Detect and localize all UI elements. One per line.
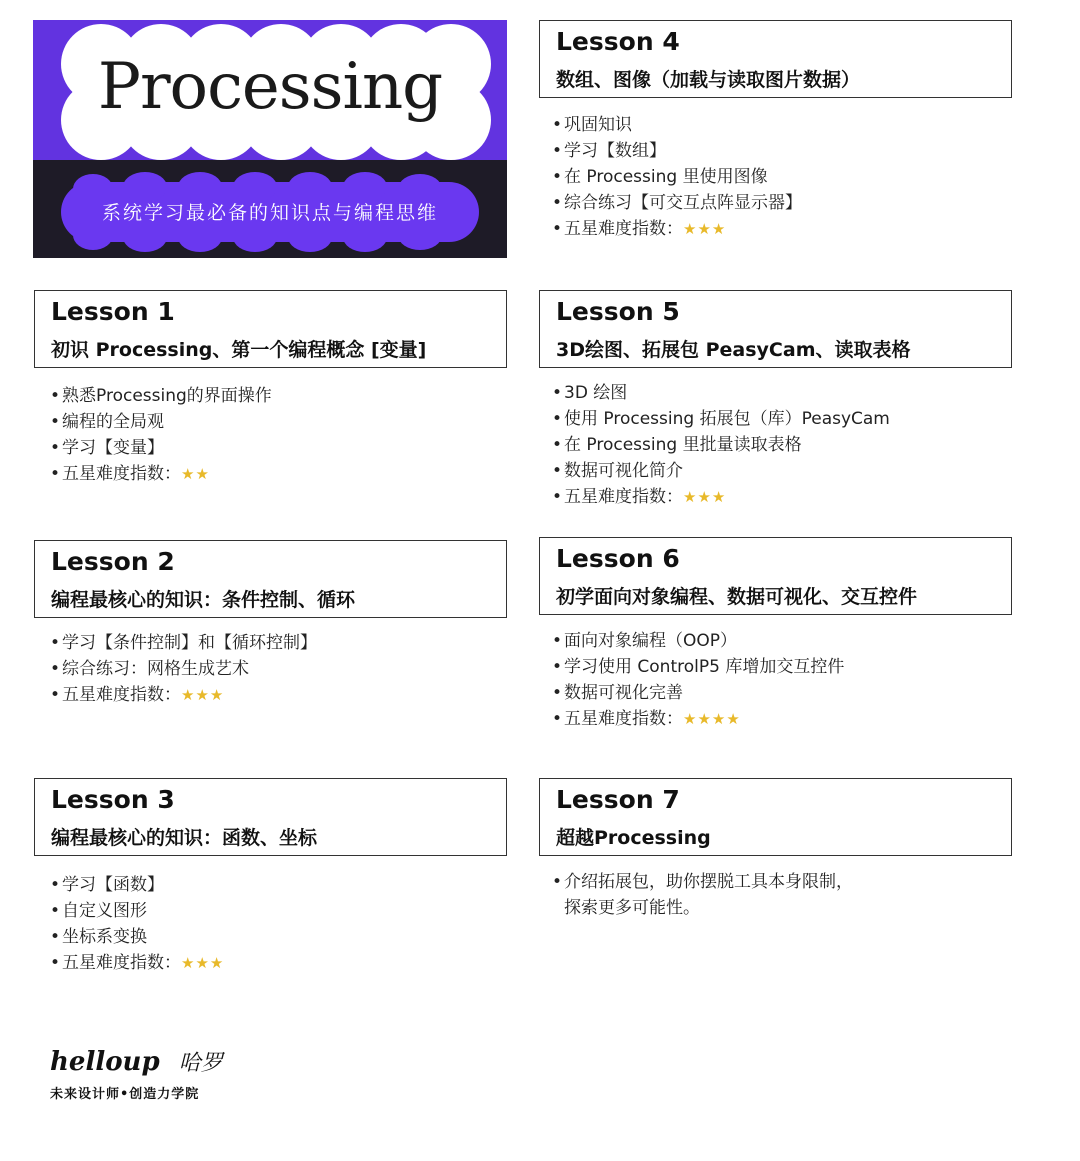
difficulty-item: • 五星难度指数：★★★★ (552, 709, 741, 729)
lesson-card-5 (539, 290, 1012, 368)
list-item: • 编程的全局观 (50, 412, 164, 432)
list-item: • 综合练习：网格生成艺术 (50, 659, 249, 679)
lesson-topic: 编程最核心的知识：函数、坐标 (51, 827, 318, 849)
list-item: • 学习【数组】 (552, 141, 666, 161)
list-item: • 使用 Processing 拓展包（库）PeasyCam (552, 409, 890, 429)
star-rating-icon: ★★★ (181, 686, 225, 704)
lesson-card-4 (539, 20, 1012, 98)
list-item: • 面向对象编程（OOP） (552, 631, 738, 651)
star-rating-icon: ★★★★ (683, 710, 741, 728)
lesson-card-2 (34, 540, 507, 618)
list-item: • 学习【条件控制】和【循环控制】 (50, 633, 317, 653)
lesson-card-3 (34, 778, 507, 856)
lesson-number: Lesson 1 (51, 297, 175, 326)
lesson-card-6 (539, 537, 1012, 615)
lesson-number: Lesson 2 (51, 547, 175, 576)
star-rating-icon: ★★★ (181, 954, 225, 972)
list-item: • 学习使用 ControlP5 库增加交互控件 (552, 657, 845, 677)
brand-logo (50, 1046, 223, 1102)
list-item: • 自定义图形 (50, 901, 147, 921)
list-item: • 数据可视化简介 (552, 461, 683, 481)
brand-tagline: 未来设计师•创造力学院 (50, 1087, 200, 1102)
lesson-topic: 数组、图像（加载与读取图片数据） (556, 69, 861, 91)
star-rating-icon: ★★★ (683, 220, 727, 238)
brand-name-cn: 哈罗 (178, 1051, 223, 1076)
lesson-card-7 (539, 778, 1012, 856)
lesson-items (50, 872, 224, 976)
course-banner (33, 20, 507, 258)
difficulty-item: • 五星难度指数：★★★ (50, 953, 225, 973)
list-item: • 坐标系变换 (50, 927, 147, 947)
lesson-items (552, 869, 853, 921)
difficulty-item: • 五星难度指数：★★★ (552, 487, 727, 507)
list-item: • 学习【变量】 (50, 438, 164, 458)
lesson-number: Lesson 3 (51, 785, 175, 814)
banner-title: Processing (97, 50, 443, 124)
list-item: • 3D 绘图 (552, 383, 628, 403)
lesson-items (552, 380, 890, 510)
brand-name: helloup (50, 1047, 160, 1077)
difficulty-item: • 五星难度指数：★★ (50, 464, 210, 484)
list-item: 探索更多可能性。 (564, 898, 700, 918)
lesson-items (50, 383, 272, 487)
list-item: • 学习【函数】 (50, 875, 164, 895)
lesson-number: Lesson 5 (556, 297, 680, 326)
list-item: • 综合练习【可交互点阵显示器】 (552, 193, 802, 213)
lesson-topic: 超越Processing (556, 827, 711, 849)
lesson-topic: 编程最核心的知识：条件控制、循环 (51, 589, 356, 611)
lesson-items (552, 112, 802, 242)
list-item: • 熟悉Processing的界面操作 (50, 386, 272, 406)
list-item: • 介绍拓展包，助你摆脱工具本身限制， (552, 872, 853, 892)
difficulty-item: • 五星难度指数：★★★ (552, 219, 727, 239)
lesson-number: Lesson 7 (556, 785, 680, 814)
lesson-items (50, 630, 317, 708)
difficulty-item: • 五星难度指数：★★★ (50, 685, 225, 705)
lesson-number: Lesson 4 (556, 27, 680, 56)
banner-subtitle: 系统学习最必备的知识点与编程思维 (101, 202, 438, 224)
list-item: • 巩固知识 (552, 115, 632, 135)
list-item: • 在 Processing 里批量读取表格 (552, 435, 802, 455)
lesson-topic: 初识 Processing、第一个编程概念 [变量] (51, 339, 427, 361)
star-rating-icon: ★★★ (683, 488, 727, 506)
lesson-topic: 初学面向对象编程、数据可视化、交互控件 (556, 586, 918, 608)
lesson-number: Lesson 6 (556, 544, 680, 573)
star-rating-icon: ★★ (181, 465, 210, 483)
list-item: • 在 Processing 里使用图像 (552, 167, 768, 187)
list-item: • 数据可视化完善 (552, 683, 683, 703)
lesson-card-1 (34, 290, 507, 368)
lesson-topic: 3D绘图、拓展包 PeasyCam、读取表格 (556, 339, 911, 361)
lesson-items (552, 628, 844, 732)
